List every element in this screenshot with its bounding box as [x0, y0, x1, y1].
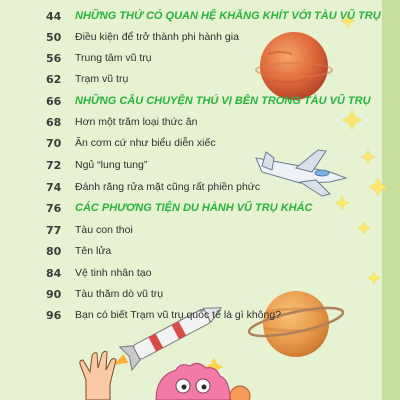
page-number: 74 [46, 181, 62, 194]
saturn-planet-icon [247, 291, 345, 357]
entry-title: Tàu thăm dò vũ trụ [75, 288, 164, 300]
page-number: 70 [46, 137, 62, 150]
page-number: 96 [46, 309, 62, 322]
page-number: 76 [46, 202, 62, 215]
entry-title: Điều kiện để trở thành phi hành gia [75, 31, 239, 43]
mars-planet-icon [256, 32, 332, 100]
entry-title: Tên lửa [75, 245, 112, 257]
entry-title: Hơn một trăm loại thức ăn [75, 116, 198, 128]
entry-title: Bạn có biết Trạm vũ trụ quốc tế là gì không? [75, 309, 282, 321]
page-number: 56 [46, 52, 62, 65]
page-number: 66 [46, 95, 62, 108]
entry-title: NHỮNG CÂU CHUYỆN THÚ VỊ BÊN TRONG TÀU VŨ TRỤ [75, 95, 371, 107]
page-number: 50 [46, 31, 62, 44]
entry-title: NHỮNG THỨ CÓ QUAN HỆ KHĂNG KHÍT VỚI TÀU VŨ TRỤ [75, 10, 381, 22]
page-number: 44 [46, 10, 62, 23]
entry-title: Tàu con thoi [75, 224, 133, 236]
entry-title: Trạm vũ trụ [75, 73, 129, 85]
entry-title: Vệ tinh nhân tạo [75, 267, 152, 279]
page-number: 62 [46, 73, 62, 86]
page-number: 68 [46, 116, 62, 129]
page-number: 77 [46, 224, 62, 237]
fighter-jet-icon [256, 150, 346, 196]
entry-title: Đánh răng rửa mặt cũng rất phiền phức [75, 181, 261, 193]
pink-furry-creature-icon [156, 363, 250, 400]
entry-title: Ngủ “lung tung” [75, 159, 148, 171]
page-number: 80 [46, 245, 62, 258]
page-number: 72 [46, 159, 62, 172]
waving-hand-icon [80, 351, 116, 400]
page-number: 90 [46, 288, 62, 301]
entry-title: Ăn cơm cứ như biểu diễn xiếc [75, 137, 216, 149]
page-number: 84 [46, 267, 62, 280]
entry-title: Trung tâm vũ trụ [75, 52, 152, 64]
entry-title: CÁC PHƯƠNG TIỆN DU HÀNH VŨ TRỤ KHÁC [75, 202, 313, 214]
